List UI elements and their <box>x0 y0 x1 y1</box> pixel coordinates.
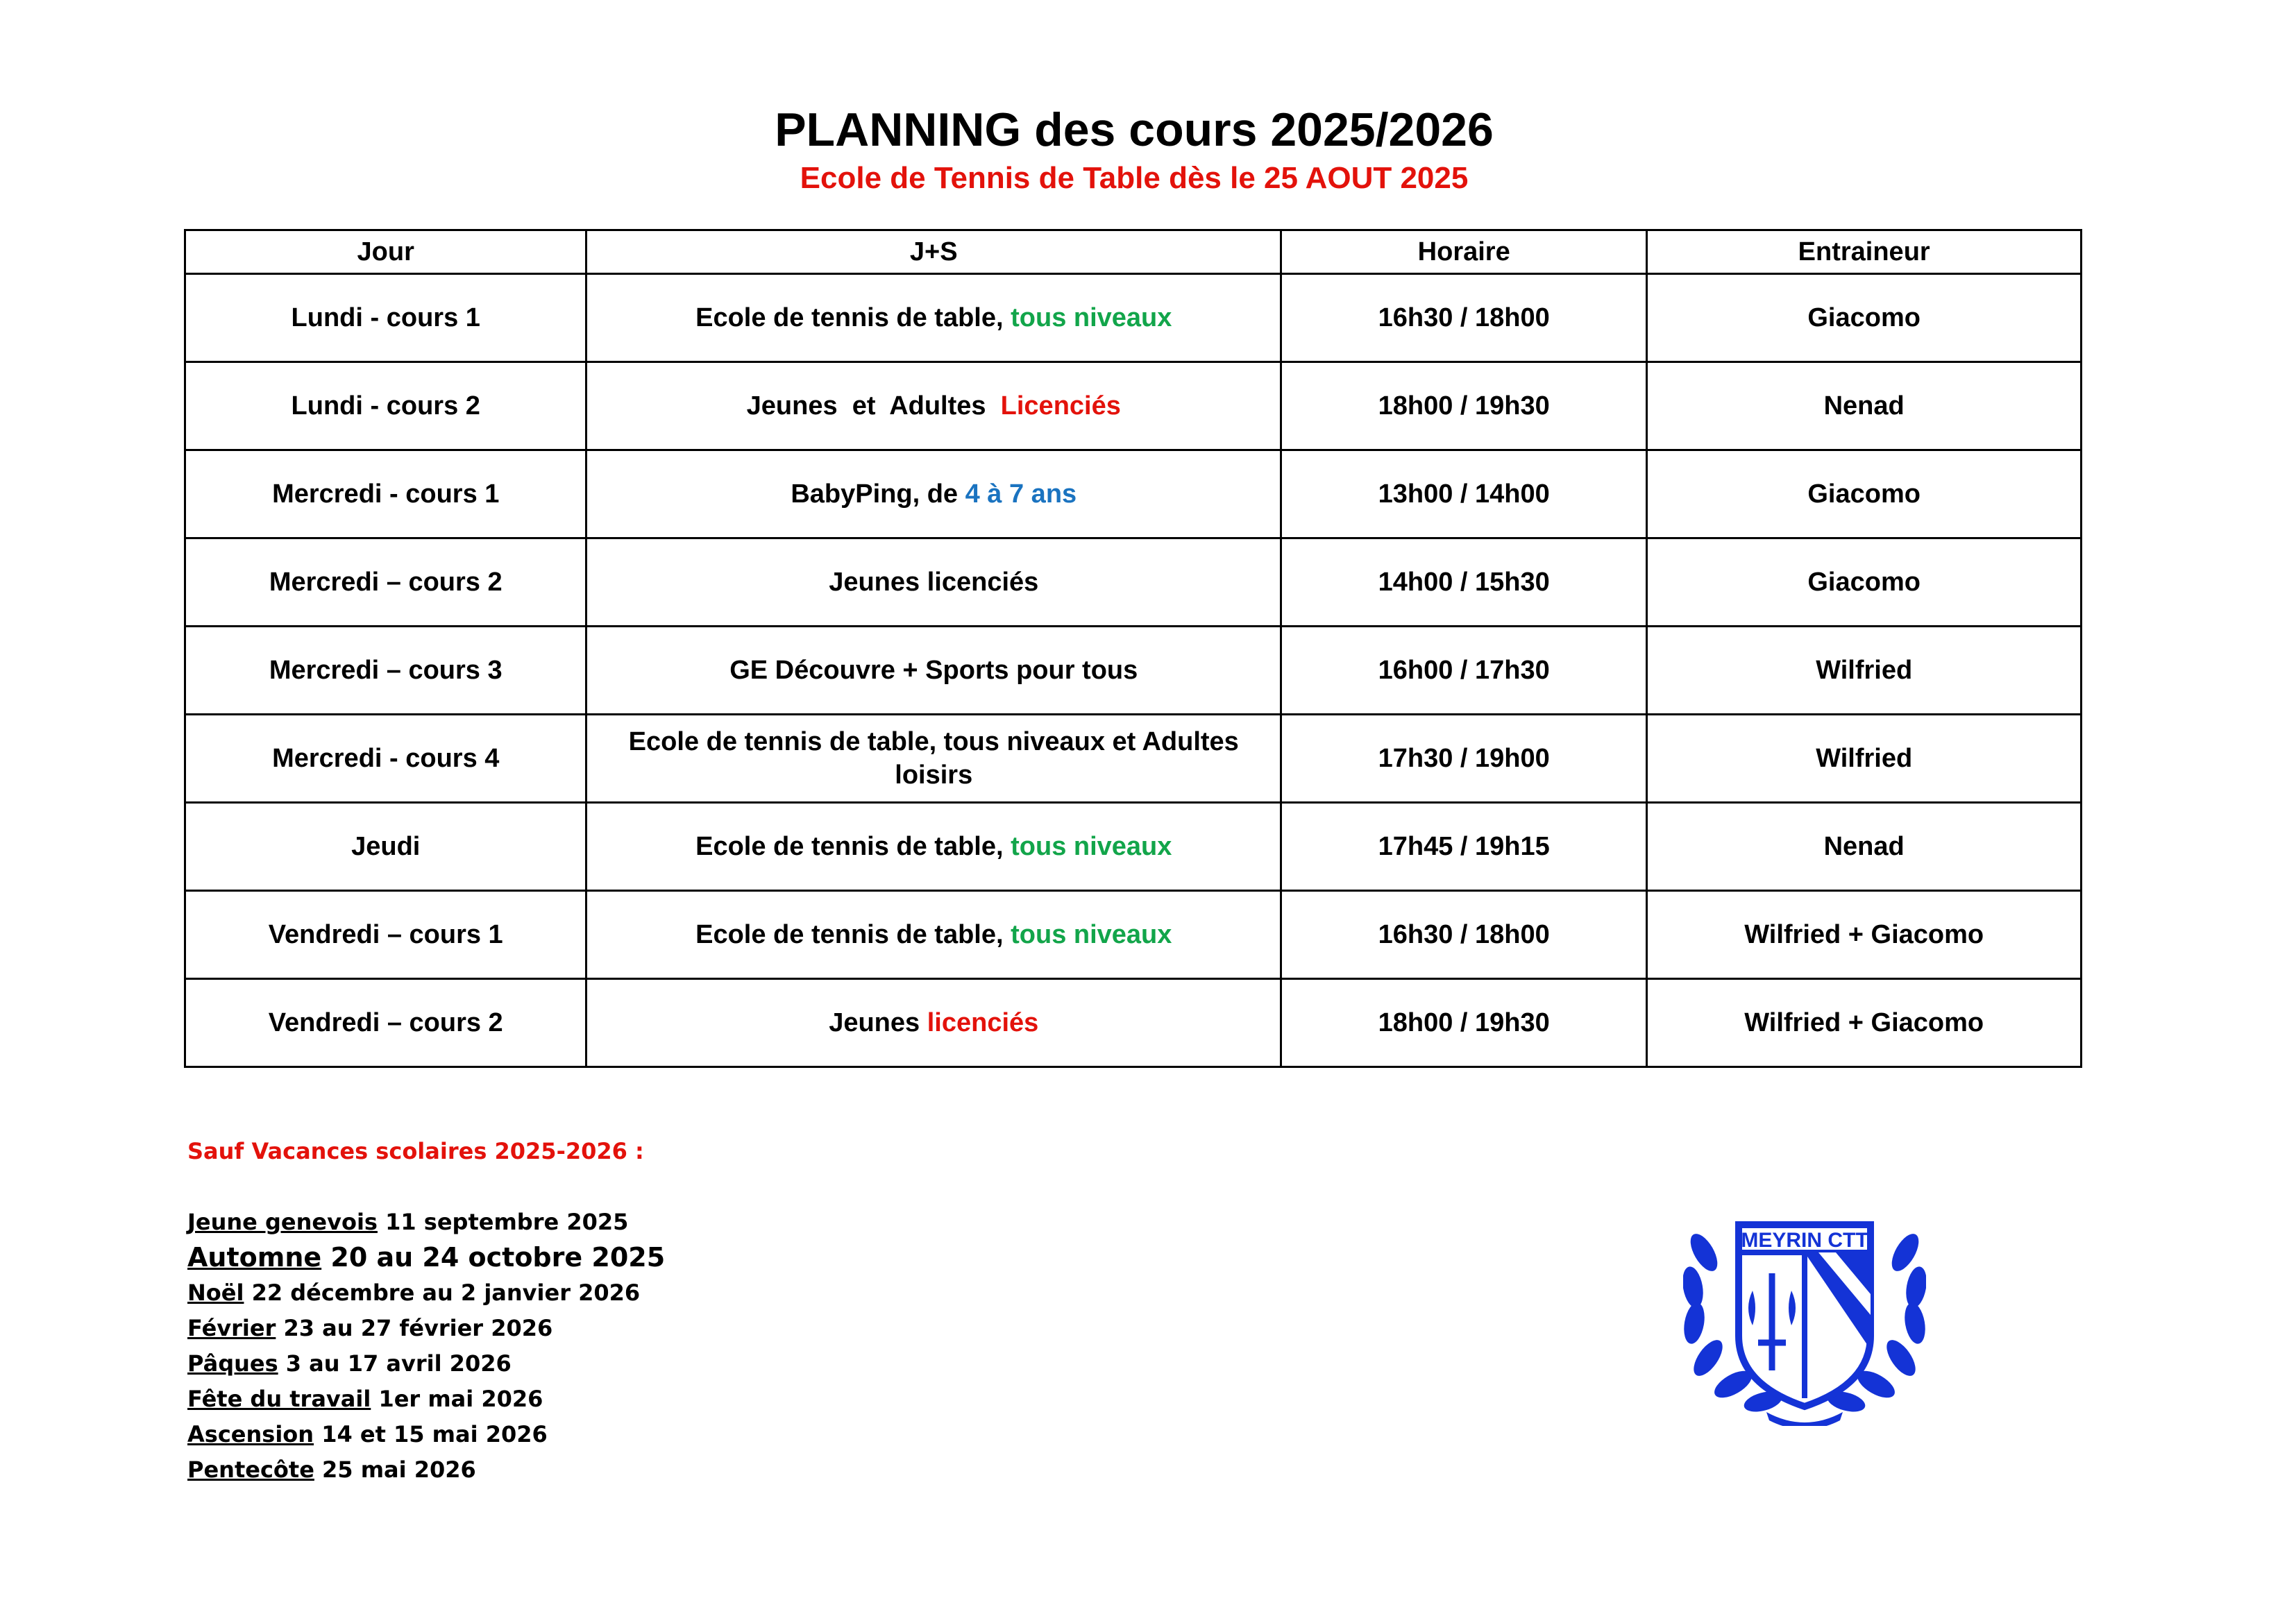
cell-horaire: 13h00 / 14h00 <box>1281 450 1647 538</box>
cell-entraineur: Nenad <box>1647 362 2082 450</box>
table-row <box>185 891 2082 979</box>
cell-js-highlight: tous niveaux <box>1011 832 1172 861</box>
holiday-dates: 22 décembre au 2 janvier 2026 <box>244 1280 641 1306</box>
table-row <box>185 803 2082 891</box>
page-subtitle: Ecole de Tennis de Table dès le 25 AOUT 2025 <box>800 161 1469 195</box>
cell-entraineur: Nenad <box>1647 803 2082 891</box>
cell-entraineur: Giacomo <box>1647 450 2082 538</box>
schedule-table <box>184 229 2082 1068</box>
cell-horaire: 14h00 / 15h30 <box>1281 538 1647 627</box>
holiday-item <box>187 1346 665 1382</box>
holidays-title: Sauf Vacances scolaires 2025-2026 : <box>187 1138 644 1164</box>
cell-js-highlight: tous niveaux <box>1011 920 1172 949</box>
holidays-section <box>187 1138 665 1488</box>
cell-js-text: Ecole de tennis de table, <box>695 832 1011 861</box>
cell-jour: Lundi - cours 1 <box>185 274 586 362</box>
cell-horaire: 16h30 / 18h00 <box>1281 891 1647 979</box>
cell-horaire: 18h00 / 19h30 <box>1281 362 1647 450</box>
column-header-entraineur: Entraineur <box>1647 230 2082 274</box>
cell-js-text: BabyPing, de <box>791 479 965 509</box>
holiday-name: Pentecôte <box>187 1456 314 1483</box>
holiday-item <box>187 1275 665 1311</box>
cell-entraineur: Wilfried + Giacomo <box>1647 979 2082 1067</box>
cell-entraineur: Wilfried <box>1647 627 2082 715</box>
cell-jour: Jeudi <box>185 803 586 891</box>
cell-js-highlight: tous niveaux <box>1011 303 1172 332</box>
holiday-name: Février <box>187 1315 276 1341</box>
holiday-name: Fête du travail <box>187 1386 371 1412</box>
cell-js-text: Jeunes et Adultes <box>746 391 1001 420</box>
holiday-item <box>187 1417 665 1452</box>
cell-js <box>586 450 1281 538</box>
holiday-dates: 3 au 17 avril 2026 <box>278 1350 512 1377</box>
holiday-dates: 1er mai 2026 <box>371 1386 543 1412</box>
column-header-js: J+S <box>586 230 1281 274</box>
cell-jour: Mercredi - cours 4 <box>185 715 586 803</box>
holiday-name: Automne <box>187 1242 322 1273</box>
table-row <box>185 627 2082 715</box>
cell-entraineur: Giacomo <box>1647 274 2082 362</box>
cell-js-highlight: licenciés <box>927 1008 1039 1037</box>
table-row <box>185 362 2082 450</box>
club-logo <box>1683 1204 1926 1426</box>
holiday-name: Jeune genevois <box>187 1209 378 1235</box>
cell-js: Jeunes licenciés <box>586 538 1281 627</box>
cell-js <box>586 803 1281 891</box>
cell-js <box>586 891 1281 979</box>
cell-jour: Mercredi – cours 3 <box>185 627 586 715</box>
holiday-item <box>187 1311 665 1346</box>
page-title: PLANNING des cours 2025/2026 <box>775 103 1494 156</box>
holiday-name: Pâques <box>187 1350 278 1377</box>
holiday-item <box>187 1240 665 1275</box>
cell-js <box>586 362 1281 450</box>
cell-js-highlight: 4 à 7 ans <box>965 479 1077 509</box>
cell-horaire: 17h30 / 19h00 <box>1281 715 1647 803</box>
holiday-dates: 23 au 27 février 2026 <box>276 1315 553 1341</box>
cell-js-text: Jeunes <box>829 1008 927 1037</box>
column-header-horaire: Horaire <box>1281 230 1647 274</box>
cell-js: GE Découvre + Sports pour tous <box>586 627 1281 715</box>
cell-jour: Mercredi - cours 1 <box>185 450 586 538</box>
cell-js <box>586 979 1281 1067</box>
cell-js <box>586 274 1281 362</box>
cell-js-highlight: Licenciés <box>1000 391 1121 420</box>
table-row <box>185 979 2082 1067</box>
cell-entraineur: Giacomo <box>1647 538 2082 627</box>
shield-icon <box>1739 1225 1871 1407</box>
cell-js-text: Ecole de tennis de table, <box>695 303 1011 332</box>
cell-horaire: 17h45 / 19h15 <box>1281 803 1647 891</box>
holiday-name: Noël <box>187 1280 244 1306</box>
cell-horaire: 16h00 / 17h30 <box>1281 627 1647 715</box>
table-header-row <box>185 230 2082 274</box>
holiday-item <box>187 1382 665 1417</box>
table-row <box>185 538 2082 627</box>
holiday-item <box>187 1205 665 1240</box>
cell-jour: Vendredi – cours 2 <box>185 979 586 1067</box>
logo-text: MEYRIN CTT <box>1741 1229 1868 1252</box>
table-row <box>185 274 2082 362</box>
holiday-dates: 14 et 15 mai 2026 <box>314 1421 548 1447</box>
holiday-name: Ascension <box>187 1421 314 1447</box>
cell-horaire: 18h00 / 19h30 <box>1281 979 1647 1067</box>
table-row <box>185 450 2082 538</box>
cell-horaire: 16h30 / 18h00 <box>1281 274 1647 362</box>
cell-entraineur: Wilfried + Giacomo <box>1647 891 2082 979</box>
holiday-dates: 11 septembre 2025 <box>377 1209 629 1235</box>
holiday-item <box>187 1452 665 1488</box>
holiday-dates: 25 mai 2026 <box>314 1456 476 1483</box>
cell-entraineur: Wilfried <box>1647 715 2082 803</box>
cell-jour: Mercredi – cours 2 <box>185 538 586 627</box>
cell-js: Ecole de tennis de table, tous niveaux et Adultes loisirs <box>586 715 1281 803</box>
holiday-dates: 20 au 24 octobre 2025 <box>321 1242 666 1273</box>
table-row <box>185 715 2082 803</box>
cell-js-text: Ecole de tennis de table, <box>695 920 1011 949</box>
cell-jour: Lundi - cours 2 <box>185 362 586 450</box>
column-header-jour: Jour <box>185 230 586 274</box>
cell-jour: Vendredi – cours 1 <box>185 891 586 979</box>
